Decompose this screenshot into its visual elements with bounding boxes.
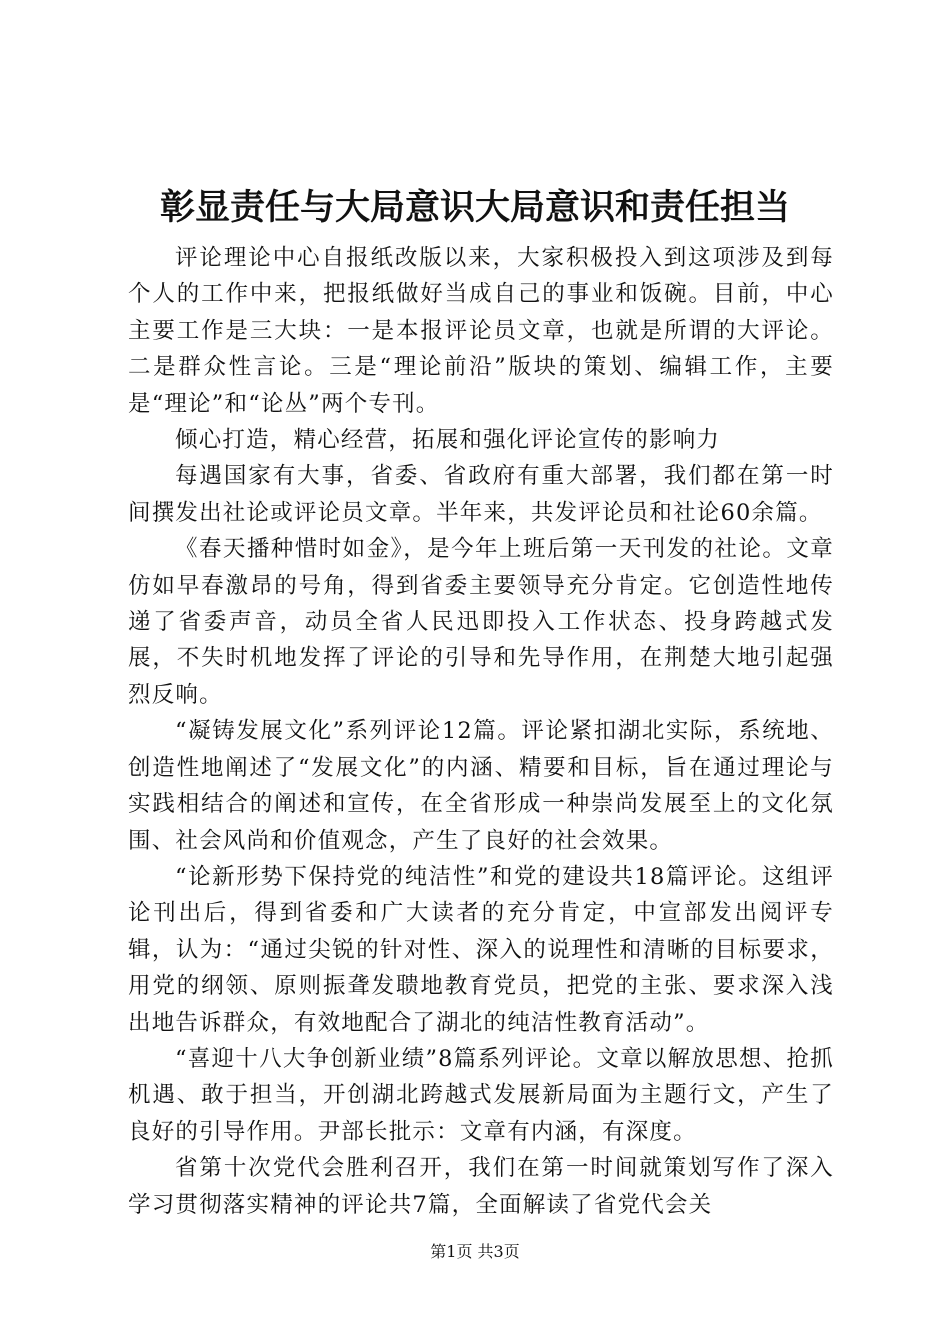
page-number: 第1页	[430, 1242, 473, 1261]
paragraph: “凝铸发展文化”系列评论12篇。评论紧扣湖北实际，系统地、创造性地阐述了“发展文化”的内涵、精要和目标，旨在通过理论与实践相结合的阐述和宣传，在全省形成一种崇尚发展至上的文化氛围、社会风尚和价值观念，产生了良好的社会效果。	[128, 718, 834, 854]
section-heading: 倾心打造，精心经营，拓展和强化评论宣传的影响力	[175, 427, 721, 454]
page-total: 共3页	[477, 1242, 520, 1261]
paragraph: 每遇国家有大事，省委、省政府有重大部署，我们都在第一时间撰发出社论或评论员文章。半年来，共发评论员和社论60余篇。	[128, 463, 834, 526]
paragraph: 省第十次党代会胜利召开，我们在第一时间就策划写作了深入学习贯彻落实精神的评论共7篇，全面解读了省党代会关	[128, 1155, 834, 1218]
paragraph: “喜迎十八大争创新业绩”8篇系列评论。文章以解放思想、抢抓机遇、敢于担当，开创湖北跨越式发展新局面为主题行文，产生了良好的引导作用。尹部长批示：文章有内涵，有深度。	[128, 1045, 834, 1145]
paragraph: 评论理论中心自报纸改版以来，大家积极投入到这项涉及到每个人的工作中来，把报纸做好当成自己的事业和饭碗。目前，中心主要工作是三大块：一是本报评论员文章，也就是所谓的大评论。二是群众性言论。三是“理论前沿”版块的策划、编辑工作，主要是“理论”和“论丛”两个专刊。	[128, 245, 834, 417]
document-body	[128, 240, 834, 1223]
page-footer	[0, 1242, 950, 1262]
paragraph: 《春天播种惜时如金》，是今年上班后第一天刊发的社论。文章仿如早春激昂的号角，得到省委主要领导充分肯定。它创造性地传递了省委声音，动员全省人民迅即投入工作状态、投身跨越式发展，不失时机地发挥了评论的引导和先导作用，在荆楚大地引起强烈反响。	[128, 536, 834, 708]
paragraph: “论新形势下保持党的纯洁性”和党的建设共18篇评论。这组评论刊出后，得到省委和广大读者的充分肯定，中宣部发出阅评专辑，认为：“通过尖锐的针对性、深入的说理性和清晰的目标要求，用党的纲领、原则振聋发聩地教育党员，把党的主张、要求深入浅出地告诉群众，有效地配合了湖北的纯洁性教育活动”。	[128, 863, 834, 1036]
document-title: 彰显责任与大局意识大局意识和责任担当	[159, 187, 790, 228]
